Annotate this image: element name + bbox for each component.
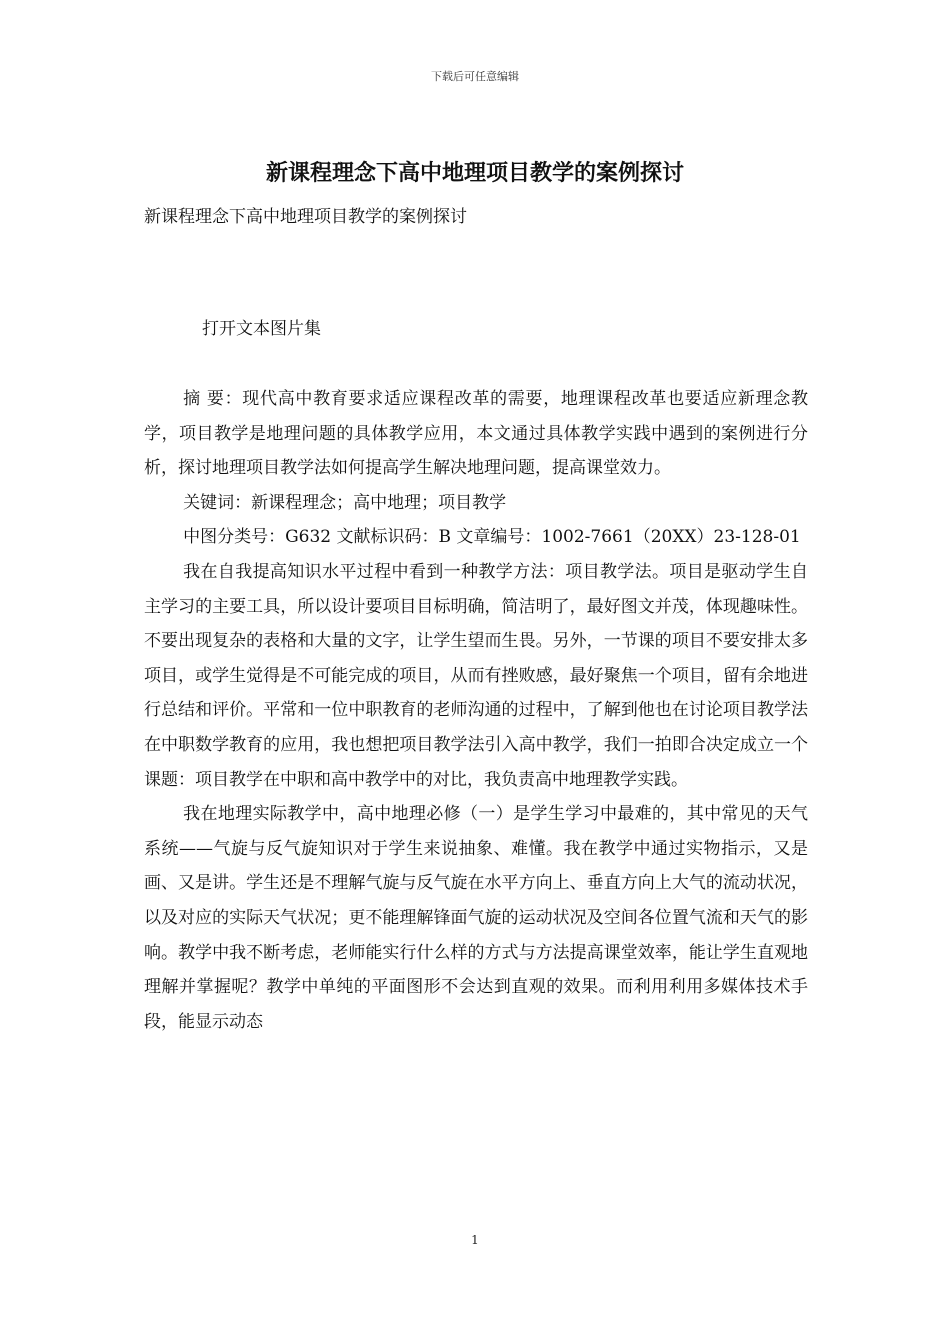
header-note: 下载后可任意编辑 xyxy=(431,70,519,83)
body-paragraph: 我在地理实际教学中，高中地理必修（一）是学生学习中最难的，其中常见的天气系统——气旋与反气旋知识对于学生来说抽象、难懂。我在教学中通过实物指示，又是画、又是讲。学生还是不理解气旋与反气旋在水平方向上、垂直方向上大气的流动状况，以及对应的实际天气状况；更不能理解锋面气旋的运动状况及空间各位置气流和天气的影响。教学中我不断考虑，老师能实行什么样的方式与方法提高课堂效率，能让学生直观地理解并掌握呢？教学中单纯的平面图形不会达到直观的效果。而利用利用多媒体技术手段，能显示动态 xyxy=(144,804,808,1032)
abstract-paragraph: 摘 要：现代高中教育要求适应课程改革的需要，地理课程改革也要适应新理念教学，项目教学是地理问题的具体教学应用，本文通过具体教学实践中遇到的案例进行分析，探讨地理项目教学法如何提高学生解决地理问题，提高课堂效力。 xyxy=(144,389,808,479)
article-body xyxy=(144,382,808,1039)
page-number: 1 xyxy=(471,1233,479,1247)
body-paragraph: 我在自我提高知识水平过程中看到一种教学方法：项目教学法。项目是驱动学生自主学习的主要工具，所以设计要项目目标明确，简洁明了，最好图文并茂，体现趣味性。不要出现复杂的表格和大量的文字，让学生望而生畏。另外，一节课的项目不要安排太多项目，或学生觉得是不可能完成的项目，从而有挫败感，最好聚焦一个项目，留有余地进行总结和评价。平常和一位中职教育的老师沟通的过程中，了解到他也在讨论项目教学法在中职数学教育的应用，我也想把项目教学法引入高中教学，我们一拍即合决定成立一个课题：项目教学在中职和高中教学中的对比，我负责高中地理教学实践。 xyxy=(144,561,808,790)
open-image-set-link[interactable]: 打开文本图片集 xyxy=(202,319,321,339)
classification-paragraph: 中图分类号：G632 文献标识码：B 文章编号：1002-7661（20XX）23-128-01 xyxy=(183,527,801,548)
document-title: 新课程理念下高中地理项目教学的案例探讨 xyxy=(265,160,684,186)
document-subtitle: 新课程理念下高中地理项目教学的案例探讨 xyxy=(144,207,467,227)
keywords-paragraph: 关键词：新课程理念；高中地理；项目教学 xyxy=(183,492,507,513)
